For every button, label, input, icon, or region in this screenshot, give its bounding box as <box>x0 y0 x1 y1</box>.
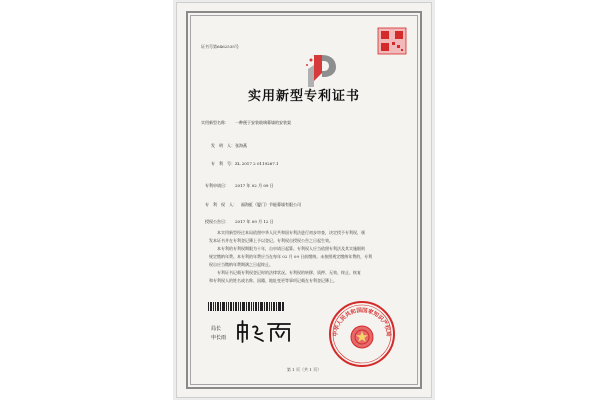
field-label-filing-date: 专利申请日： <box>205 183 229 188</box>
body-line: 专利证书记载专利权登记时的法律状况。专利权的转移、质押、无效、终止、恢复 <box>217 270 361 275</box>
director-signature <box>235 319 293 343</box>
director-label: 局长 <box>211 326 222 332</box>
qr-emblem-icon <box>377 27 407 55</box>
field-label-patent-number: 专 利 号： <box>211 161 235 166</box>
field-value-inventor: 张海燕 <box>235 143 247 148</box>
field-label-patentee: 专 利 权 人： <box>205 202 237 207</box>
body-line: 和专利权人的姓名或名称、国籍、地址变更等事项记载在专利登记簿上。 <box>209 278 337 283</box>
page-number: 第 1 页（共 1 页） <box>286 367 322 372</box>
field-label-name: 实用新型名称： <box>201 120 229 125</box>
official-seal <box>327 299 397 369</box>
field-value-patentee: 福海虹（厦门）节能幕墙有限公司 <box>241 202 301 207</box>
field-value-filing-date: 2017 年 02 月 09 日 <box>235 183 274 188</box>
certificate-title: 实用新型专利证书 <box>247 89 360 104</box>
certificate-number: 证书号第6462535号 <box>201 44 239 49</box>
body-line: 本实用新型经过本局依照中华人民共和国专利法进行初步审查，决定授予专利权，颁 <box>217 230 365 235</box>
barcode-icon <box>208 302 284 311</box>
certificate-body <box>209 229 397 285</box>
field-value-patent-number: ZL 2017 2 0119267.1 <box>235 161 279 166</box>
director-name-label: 申长雨 <box>211 335 227 341</box>
patent-certificate <box>176 2 432 398</box>
field-label-inventor: 发 明 人： <box>211 143 235 148</box>
body-line: 发本证书并在专利登记簿上予以登记。专利权自授权公告之日起生效。 <box>209 238 333 243</box>
body-line: 本专利的专利权期限为十年，自申请日起算。专利权人应当依照专利法及其实施细则 <box>217 246 365 251</box>
field-value-grant-date: 2017 年 09 月 12 日 <box>235 219 274 224</box>
seal-text: 中华人民共和国国家知识产权局 <box>332 307 392 337</box>
field-label-grant-date: 授权公告日： <box>205 219 229 224</box>
body-line: 权自应当缴纳年费期满之日起终止。 <box>209 262 273 267</box>
field-value-name: 一种便于安装玻璃幕墙的安装架 <box>235 120 291 125</box>
body-line: 规定缴纳年费。本专利的年费应当在每年 02 月 09 日前缴纳。未按照规定缴纳年费的，专利 <box>209 254 373 259</box>
